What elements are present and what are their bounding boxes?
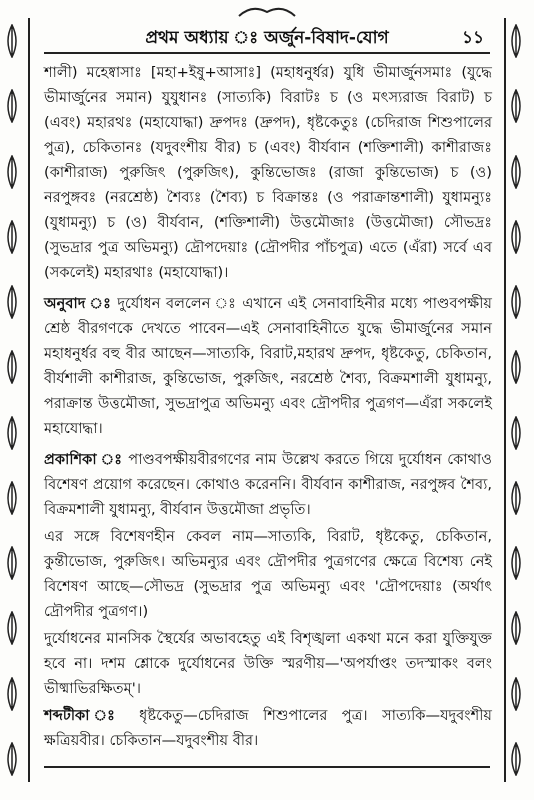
prakashika-text: পাণ্ডবপক্ষীয়বীরগণের নাম উল্লেখ করতে গিয়ে দুর্যোধন কোথাও বিশেষণ প্রয়োগ করেছেন। কোথাও করেননি। বীর্যবান কাশীরাজ, নরপুঙ্গব শৈব্য, বিক্রমশালী যুধামন্যু, বীর্যবান উত্তমৌজা প্রভৃতি। [44, 451, 492, 518]
leaf-icon [4, 89, 20, 123]
leaf-icon [508, 481, 524, 515]
leaf-icon [508, 285, 524, 319]
leaf-icon [4, 742, 20, 776]
anubad-label: অনুবাদ ঃ [44, 295, 112, 312]
leaf-icon [508, 611, 524, 645]
right-leaf-ornaments [508, 24, 530, 776]
leaf-icon [4, 155, 20, 189]
leaf-icon [4, 416, 20, 450]
page-footer-border [44, 766, 490, 782]
leaf-icon [4, 677, 20, 711]
leaf-icon [4, 611, 20, 645]
shabdatika-text: ধৃষ্টকেতু—চেদিরাজ শিশুপালের পুত্র। সাত্যকি—যদুবংশীয় ক্ষত্রিয়বীর। চেকিতান—যদুবংশীয় বীর। [44, 707, 492, 749]
leaf-icon [508, 546, 524, 580]
shabdatika-label: শব্দটীকা ঃ [44, 707, 125, 724]
page-header [44, 18, 490, 54]
leaf-icon [4, 350, 20, 384]
leaf-icon [4, 546, 20, 580]
leaf-icon [4, 220, 20, 254]
leaf-icon [508, 416, 524, 450]
page-body [44, 60, 492, 759]
shabdatika-paragraph [44, 703, 492, 753]
page-number: ১১ [461, 28, 484, 48]
leaf-icon [4, 481, 20, 515]
leaf-icon [4, 24, 20, 58]
leaf-icon [4, 285, 20, 319]
anubad-paragraph [44, 291, 492, 441]
prakashika-paragraph [44, 447, 492, 522]
chapter-title: প্রথম অধ্যায় ঃ অর্জুন-বিষাদ-যোগ [145, 28, 389, 48]
left-leaf-ornaments [4, 24, 26, 776]
leaf-icon [508, 220, 524, 254]
top-ornament [237, 4, 297, 18]
prakashika-para3: দুর্যোধনের মানসিক স্থৈর্যের অভাবহেতু এই বিশৃঙ্খলা একথা মনে করা যুক্তিযুক্ত হবে না। দশম শ্লোকে দুর্যোধনের উক্তি স্মরণীয়—'অপর্যাপ্তং তদস্মাকং বলং ভীষ্মাভিরক্ষিতম্'। [44, 630, 492, 697]
leaf-icon [508, 350, 524, 384]
prakashika-para2: এর সঙ্গে বিশেষণহীন কেবল নাম—সাত্যকি, বিরাট, ধৃষ্টকেতু, চেকিতান, কুন্তীভোজ, পুরুজিৎ। অভিমন্যুর এবং দ্রৌপদীর পুত্রগণের ক্ষেত্রে বিশেষ্য নেই বিশেষণ আছে—সৌভদ্র (সুভদ্রার পুত্র অভিমন্যু এবং 'দ্রৌপদেয়াঃ (অর্থাৎ দ্রৌপদীর পুত্রগণ।) [44, 528, 492, 620]
prakashika-label: প্রকাশিকা ঃ [44, 451, 123, 468]
anubad-text: দুর্যোধন বললেন ঃ এখানে এই সেনাবাহিনীর মধ্যে পাণ্ডবপক্ষীয় শ্রেষ্ঠ বীরগণকে দেখতে পাবেন—এই সেনাবাহিনীতে যুদ্ধে ভীমার্জুনের সমান মহাধনুর্ধর বহু বীর আছেন—সাত্যকি, বিরাট,মহারথ দ্রুপদ, ধৃষ্টকেতু, চেকিতান, বীর্যশালী কাশীরাজ, কুন্তিভোজ, পুরুজিৎ, নরশ্রেষ্ঠ শৈব্য, বিক্রমশালী যুধামন্যু, পরাক্রান্ত উত্তমৌজা, সুভদ্রাপুত্র অভিমন্যু এবং দ্রৌপদীর পুত্রগণ—এঁরা সকলেই মহাযোদ্ধা। [44, 295, 493, 437]
leaf-icon [508, 24, 524, 58]
leaf-icon [508, 677, 524, 711]
leaf-icon [508, 155, 524, 189]
leaf-icon [508, 89, 524, 123]
leaf-icon [508, 742, 524, 776]
verse-word-meaning: শালী) মহেষ্বাসাঃ [মহা+ইষু+আসাঃ] (মহাধনুর্ধর) যুধি ভীমার্জুনসমাঃ (যুদ্ধে ভীমার্জুনের সমান) যুযুধানঃ (সাত্যকি) বিরাটঃ চ (ও মৎস্যরাজ বিরাট) চ (এবং) মহারথঃ (মহাযোদ্ধা) দ্রুপদঃ (দ্রুপদ), ধৃষ্টকেতুঃ (চেদিরাজ শিশুপালের পুত্র), চেকিতানঃ (যদুবংশীয় বীর) চ (এবং) বীর্যবান (শক্তিশালী) কাশীরাজঃ (কাশীরাজ) পুরুজিৎ (পুরুজিৎ), কুন্তিভোজঃ (রাজা কুন্তিভোজ) চ (ও) নরপুঙ্গবঃ (নরশ্রেষ্ঠ) শৈব্যঃ (শৈব্য) চ বিক্রান্তঃ (ও পরাক্রান্তশালী) যুধামন্যুঃ (যুধামন্যু) চ (ও) বীর্যবান, (শক্তিশালী) উত্তমৌজাঃ (উত্তমৌজা) সৌভদ্রঃ (সুভদ্রার পুত্র অভিমন্যু) দ্রৌপদেয়াঃ (দ্রৌপদীর পাঁচপুত্র) এতে (এঁরা) সর্বে এব (সকলেই) মহারথাঃ (মহাযোদ্ধা)। [44, 64, 492, 281]
